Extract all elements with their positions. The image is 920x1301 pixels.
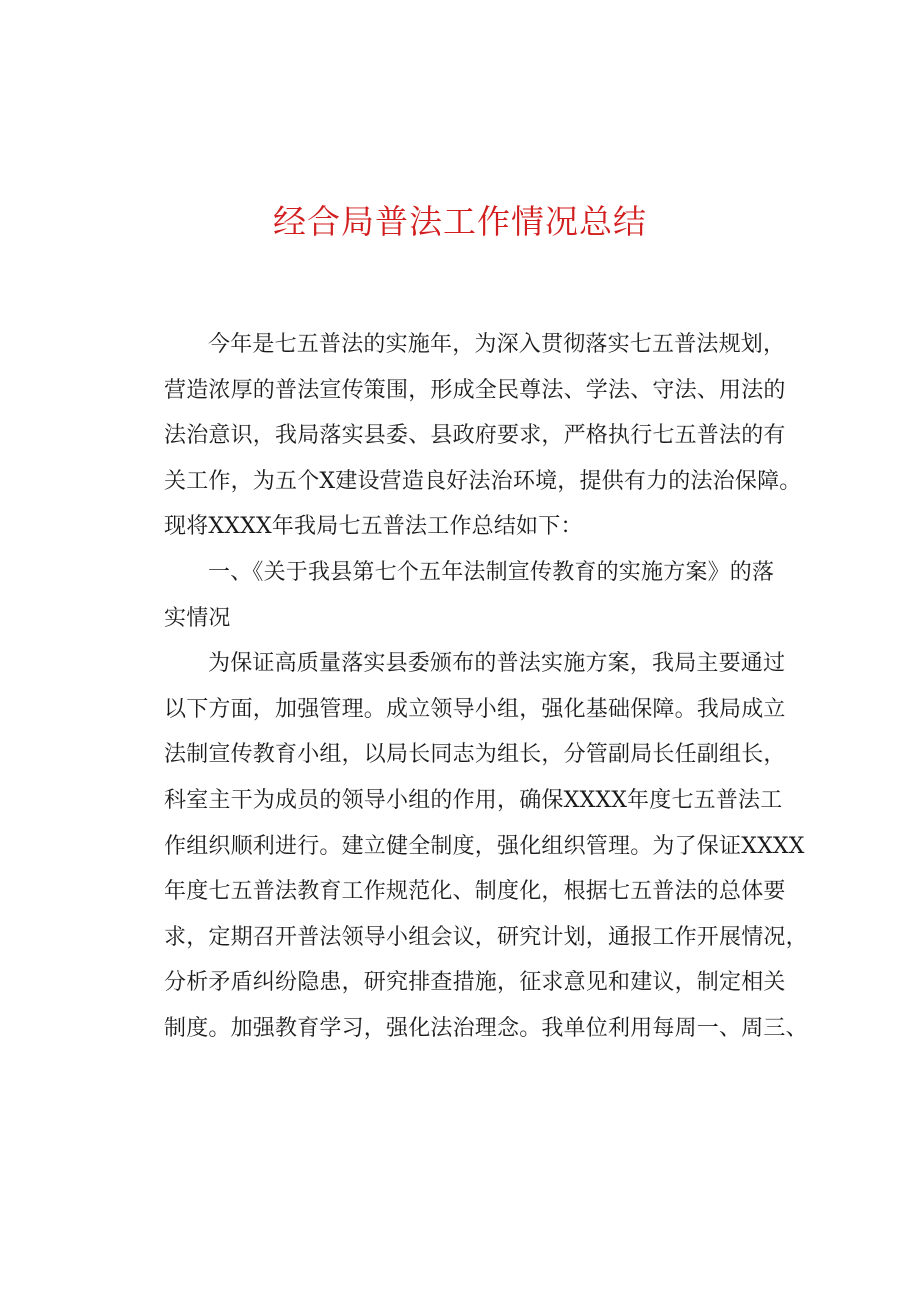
paragraph-1-line-5: 现将XXXX年我局七五普法工作总结如下：	[164, 514, 583, 540]
section-heading-line-2: 实情况	[164, 605, 231, 631]
paragraph-3-line-8: 分析矛盾纠纷隐患，研究排查措施，征求意见和建议，制定相关	[164, 970, 786, 996]
paragraph-3-line-7: 求，定期召开普法领导小组会议，研究计划，通报工作开展情况，	[164, 924, 808, 950]
paragraph-3-line-9: 制度。加强教育学习，强化法治理念。我单位利用每周一、周三、	[164, 1015, 808, 1041]
paragraph-3-line-3: 法制宣传教育小组，以局长同志为组长，分管副局长任副组长，	[164, 742, 786, 768]
document-title: 经合局普法工作情况总结	[273, 202, 647, 241]
section-heading-line-1: 一、《关于我县第七个五年法制宣传教育的实施方案》的落	[208, 559, 775, 585]
paragraph-3-line-6: 年度七五普法教育工作规范化、制度化，根据七五普法的总体要	[164, 879, 786, 905]
paragraph-3-line-4: 科室主干为成员的领导小组的作用，确保XXXX年度七五普法工	[164, 787, 783, 813]
paragraph-1-line-1: 今年是七五普法的实施年，为深入贯彻落实七五普法规划，	[208, 332, 786, 357]
document-body	[164, 322, 808, 1052]
paragraph-3-line-2: 以下方面，加强管理。成立领导小组，强化基础保障。我局成立	[164, 696, 786, 722]
paragraph-1-line-4: 关工作，为五个X建设营造良好法治环境，提供有力的法治保障。	[164, 468, 802, 494]
paragraph-3-line-1: 为保证高质量落实县委颁布的普法实施方案，我局主要通过	[208, 651, 786, 677]
paragraph-3-line-5: 作组织顺利进行。建立健全制度，强化组织管理。为了保证XXXX	[164, 833, 805, 859]
paragraph-1-line-2: 营造浓厚的普法宣传策围，形成全民尊法、学法、守法、用法的	[164, 377, 786, 403]
paragraph-1-line-3: 法治意识，我局落实县委、县政府要求，严格执行七五普法的有	[164, 423, 786, 449]
